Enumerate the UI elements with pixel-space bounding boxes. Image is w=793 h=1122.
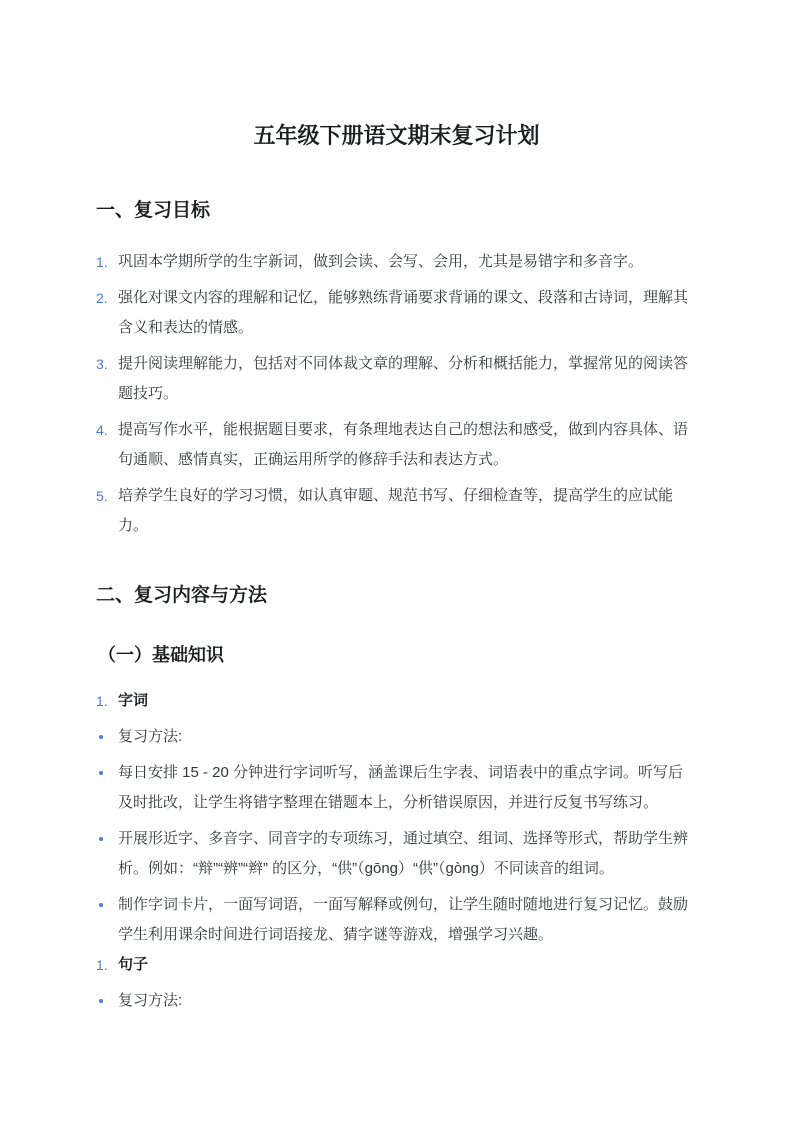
- bullet-text: 每日安排 15 - 20 分钟进行字词听写，涵盖课后生字表、词语表中的重点字词。听写后及时批改，让学生将错字整理在错题本上，分析错误原因，并进行反复书写练习。: [118, 764, 684, 811]
- bullet-dot-icon: [96, 758, 118, 818]
- list-number: 1.: [96, 957, 108, 973]
- list-item-text: 巩固本学期所学的生字新词，做到会读、会写、会用，尤其是易错字和多音字。: [118, 253, 644, 270]
- bullet-text: 复习方法:: [118, 992, 183, 1009]
- list-item: [96, 481, 697, 541]
- topic-label: 句子: [118, 956, 149, 973]
- section1-heading: 一、复习目标: [96, 200, 211, 221]
- list-number: 3.: [96, 356, 108, 372]
- bullet-dot-icon: [96, 986, 118, 1016]
- bullet-dot-icon: [96, 890, 118, 950]
- list-number: 1.: [96, 693, 108, 709]
- list-number: 5.: [96, 488, 108, 504]
- bullet-item: [96, 986, 697, 1016]
- bullet-item: [96, 890, 697, 950]
- bullet-item: [96, 824, 697, 884]
- topic-words-bullets: [96, 722, 697, 950]
- goals-list: [96, 247, 697, 541]
- list-number: 4.: [96, 422, 108, 438]
- bullet-dot-icon: [96, 722, 118, 752]
- topic-item-sentences: [96, 950, 697, 980]
- bullet-dot-icon: [96, 824, 118, 884]
- list-item-text: 提升阅读理解能力，包括对不同体裁文章的理解、分析和概括能力，掌握常见的阅读答题技巧。: [118, 355, 689, 402]
- section-review-goals: [96, 198, 697, 541]
- section-review-content-methods: [96, 583, 697, 1016]
- list-item-text: 培养学生良好的学习习惯，如认真审题、规范书写、仔细检查等，提高学生的应试能力。: [118, 487, 674, 534]
- bullet-item: [96, 722, 697, 752]
- topic-item-words: [96, 686, 697, 716]
- topic-sentences-bullets: [96, 986, 697, 1016]
- list-item: [96, 415, 697, 475]
- bullet-text: 复习方法:: [118, 728, 183, 745]
- subsection-basic-knowledge-heading: （一）基础知识: [98, 645, 224, 665]
- document-title: 五年级下册语文期末复习计划: [253, 123, 540, 148]
- section2-heading: 二、复习内容与方法: [96, 585, 268, 606]
- bullet-item: [96, 758, 697, 818]
- bullet-text: 开展形近字、多音字、同音字的专项练习，通过填空、组词、选择等形式，帮助学生辨析。例如：“辩”“辨”“辫” 的区分，“供”（gōng）“供”（gòng）不同读音的组词。: [118, 830, 689, 877]
- list-item: [96, 283, 697, 343]
- list-item: [96, 349, 697, 409]
- list-item: [96, 247, 697, 277]
- topic-label: 字词: [118, 692, 149, 709]
- list-number: 2.: [96, 290, 108, 306]
- bullet-text: 制作字词卡片，一面写词语，一面写解释或例句，让学生随时随地进行复习记忆。鼓励学生利用课余时间进行词语接龙、猜字谜等游戏，增强学习兴趣。: [118, 896, 689, 943]
- list-item-text: 提高写作水平，能根据题目要求，有条理地表达自己的想法和感受，做到内容具体、语句通顺、感情真实，正确运用所学的修辞手法和表达方式。: [118, 421, 689, 468]
- list-item-text: 强化对课文内容的理解和记忆，能够熟练背诵要求背诵的课文、段落和古诗词，理解其含义和表达的情感。: [118, 289, 689, 336]
- list-number: 1.: [96, 254, 108, 270]
